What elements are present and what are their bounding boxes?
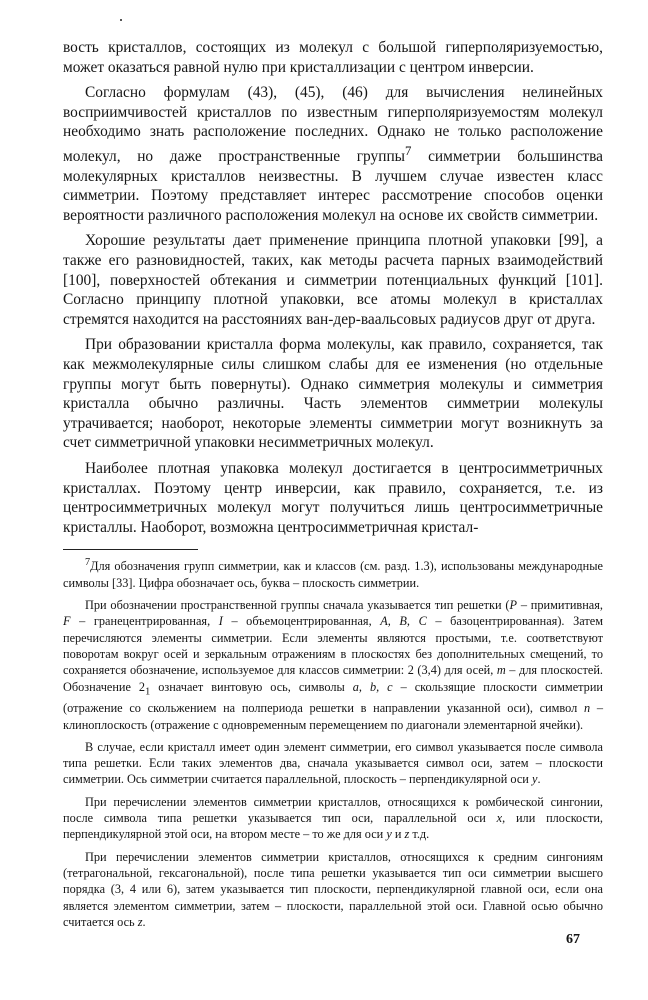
subscript-1: 1 xyxy=(145,686,151,697)
footnote-divider xyxy=(63,549,198,550)
symbol-m: m xyxy=(496,663,506,678)
paragraph-centrosymmetric: Наиболее плотная упаковка молекул достигается в центросимметричных кристаллах. Поэтому центр инверсии, как правило, сохраняется, т.е. из центросимметричных молекул могут получиться лишь центросимметричные кристаллы. Наоборот, возможна центросимметричная кристал- xyxy=(63,460,603,536)
symbol-F: F xyxy=(63,614,71,629)
footnote-7-text: Для обозначения групп симметрии, как и классов (см. разд. 1.3), использованы международные символы [33]. Цифра обозначает ось, буква – плоскость симметрии. xyxy=(63,559,603,590)
fn-text: При перечислении элементов симметрии кристаллов, относящихся к средним сингониям (тетрагональной, гексагональной), после типа решетки указывается тип оси симметрии высшего порядка (3, 4 или 6), затем указывается тип плоскости, перпендикулярной главной оси, если она является элементом симметрии, затем – плоскости, параллельной этой оси. Главной осью обычно считается ось xyxy=(63,849,603,929)
paragraph-continuation: вость кристаллов, состоящих из молекул с большой гиперполяризуемостью, может оказаться равной нулю при кристаллизации с центром инверсии. xyxy=(63,39,603,76)
symbol-n: n xyxy=(583,701,591,716)
page-content xyxy=(63,38,603,936)
fn-text: . xyxy=(537,772,541,787)
symbol-I: I xyxy=(218,614,223,629)
footnote-one-element xyxy=(63,739,603,788)
fn-text: – для плоскостей. Обозначение 2 xyxy=(63,663,603,694)
fn-text: – гранецентрированная, xyxy=(70,614,219,629)
main-text xyxy=(63,38,603,537)
symbol-y: y xyxy=(386,827,392,842)
paragraph-crystal-formation: При образовании кристалла форма молекулы, как правило, сохраняется, так как межмолекулярные силы слишком слабы для ее изменения (но отдельные группы могут быть повернуты). Однако симметрия молекулы и симметрия кристалла обычно различны. Часть элементов симметрии молекулы утрачивается; наоборот, некоторые элементы симметрии могут возникнуть за счет симметричной упаковки несимметричных молекул. xyxy=(63,336,603,452)
paragraph-formulas-text-b: симметрии большинства молекулярных кристаллов неизвестны. В лучшем случае известен класс симметрии. Поэтому представляет интерес рассмотрение способов оценки вероятности различного расположения молекул на основе их свойств симметрии. xyxy=(63,148,603,224)
fn-text: , или плоскости, перпендикулярной этой оси, на втором месте – то же для оси xyxy=(63,811,603,842)
footnote-ref-7: 7 xyxy=(405,143,412,158)
paragraph-formulas xyxy=(63,83,603,225)
footnotes xyxy=(63,555,603,930)
symbol-x: x xyxy=(496,811,503,826)
symbol-abc: a, b, c xyxy=(352,679,393,694)
symbol-z: z xyxy=(137,914,143,929)
fn-text: – объемоцентрированная, xyxy=(222,614,381,629)
fn-text: В случае, если кристалл имеет один элемент симметрии, его символ указывается после символа типа решетки. Если таких элементов два, сначала указывается символ оси, затем – плоскости симметрии. Ось симметрии считается параллельной, плоскость – перпендикулярной оси xyxy=(63,739,603,787)
symbol-z: z xyxy=(404,827,410,842)
footnote-7 xyxy=(63,555,603,591)
fn-text: т.д. xyxy=(409,827,430,842)
symbol-y: y xyxy=(531,772,538,787)
fn-text: При обозначении пространственной группы сначала указывается тип решетки ( xyxy=(85,598,510,613)
fn-text: и xyxy=(391,827,405,842)
fn-text: . xyxy=(142,914,146,929)
paragraph-dense-packing: Хорошие результаты дает применение принципа плотной упаковки [99], а также его разновидностей, таких, как методы расчета парных взаимодействий [100], поверхностей обтекания и симметрии потенциальных функций [101]. Согласно принципу плотной упаковки, все атомы молекул в кристаллах стремятся находится на расстояниях ван-дер-ваальсовых радиусов друг от друга. xyxy=(63,232,603,328)
paragraph-formulas-text-a: Согласно формулам (43), (45), (46) для вычисления нелинейных восприимчивостей кристаллов по известным гиперполяризуемостям молекул необходимо знать расположение последних. Однако не только расположение молекул, но даже пространственные группы xyxy=(63,84,603,166)
fn-text: означает винтовую ось, символы xyxy=(150,679,353,694)
scan-speck xyxy=(120,19,122,21)
fn-text: – скользящие плоскости симметрии (отражение со скольжением на полпериода решетки в направлении указанной оси), символ xyxy=(63,679,603,716)
symbol-ABC: A, B, C xyxy=(380,614,427,629)
footnote-mark: 7 xyxy=(85,557,91,569)
footnote-orthorhombic xyxy=(63,794,603,843)
fn-text: При перечислении элементов симметрии кристаллов, относящихся к ромбической сингонии, после символа типа решетки указывается тип оси, параллельной оси xyxy=(63,794,603,826)
footnote-middle-syngonies xyxy=(63,849,603,930)
fn-text: – клиноплоскость (отражение с одновременным перемещением по диагонали элементарной ячейки). xyxy=(63,701,603,732)
fn-text: – базоцентрированная). Затем перечисляются элементы симметрии. Если элементы являются простыми, т.е. соответствуют поворотам вокруг осей и зеркальным отражениям в плоскостях без дополнительных смещений, то сохраняется обозначение, используемое для классов симметрии: 2 (3,4) для осей, xyxy=(63,614,604,678)
page-number: 67 xyxy=(566,932,580,947)
footnote-space-group xyxy=(63,597,603,733)
fn-text: – примитивная, xyxy=(517,598,603,613)
symbol-P: P xyxy=(509,598,518,613)
